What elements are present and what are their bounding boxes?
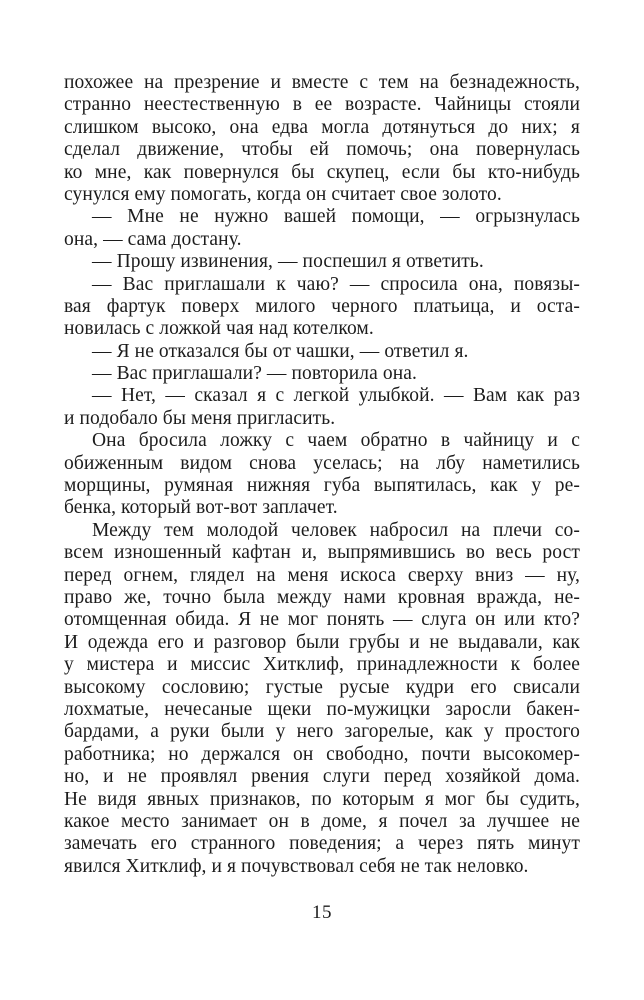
text-line: сделал движение, чтобы ей помочь; она повернулась [64, 139, 580, 161]
text-line: всем изношенный кафтан и, выпрямившись во весь рост [64, 542, 580, 564]
text-line: ко мне, как повернулся бы скупец, если бы кто-нибудь [64, 161, 580, 183]
text-line: у мистера и миссис Хитклиф, принадлежности к более [64, 654, 580, 676]
text-line: новилась с ложкой чая над котелком. [64, 318, 374, 340]
page-text [64, 72, 580, 878]
text-line: — Прошу извинения, — поспешил я ответить. [92, 251, 484, 273]
text-line: — Вас приглашали к чаю? — спросила она, повязы- [92, 273, 580, 295]
text-line: обиженным видом снова уселась; на лбу наметились [64, 452, 580, 474]
text-line: слишком высоко, она едва могла дотянуться до них; я [64, 116, 580, 138]
text-line: она, — сама достану. [64, 228, 242, 250]
text-line: высокому сословию; густые русые кудри его свисали [64, 676, 580, 698]
text-line: бенка, который вот-вот заплачет. [64, 497, 338, 519]
text-line: Она бросила ложку с чаем обратно в чайницу и с [92, 430, 580, 452]
text-line: морщины, румяная нижняя губа выпятилась, как у ре- [64, 475, 580, 497]
text-line: — Вас приглашали? — повторила она. [92, 363, 417, 385]
text-line: — Нет, — сказал я с легкой улыбкой. — Вам как раз [92, 385, 580, 407]
text-line: работника; но держался он свободно, почти высокомер- [64, 743, 580, 765]
text-line: — Я не отказался бы от чашки, — ответил я. [92, 340, 469, 362]
text-line: Между тем молодой человек набросил на плечи со- [92, 519, 580, 541]
text-line: похожее на презрение и вместе с тем на безнадежность, [64, 72, 580, 93]
text-line: странно неестественную в ее возрасте. Чайницы стояли [64, 94, 580, 116]
text-line: сунулся ему помогать, когда он считает свое золото. [64, 183, 502, 205]
text-line: лохматые, нечесаные щеки по-мужицки заросли бакен- [64, 698, 580, 720]
text-line: замечать его странного поведения; а через пять минут [64, 833, 580, 855]
text-line: право же, точно была между нами кровная вражда, не- [64, 586, 580, 608]
text-line: — Мне не нужно вашей помощи, — огрызнулась [92, 206, 580, 228]
text-line: Не видя явных признаков, по которым я мог бы судить, [64, 788, 580, 810]
text-line: вая фартук поверх милого черного платьица, и оста- [64, 295, 580, 317]
text-line: явился Хитклиф, и я почувствовал себя не так неловко. [64, 855, 529, 877]
text-line: и подобало бы меня пригласить. [64, 407, 336, 429]
text-line: бардами, а руки были у него загорелые, как у простого [64, 721, 580, 743]
text-line: но, и не проявлял рвения слуги перед хозяйкой дома. [64, 766, 580, 788]
page-number: 15 [312, 902, 332, 923]
text-line: отомщенная обида. Я не мог понять — слуга он или кто? [64, 609, 580, 631]
text-line: И одежда его и разговор были грубы и не выдавали, как [64, 631, 580, 653]
text-line: перед огнем, глядел на меня искоса сверху вниз — ну, [64, 564, 580, 586]
text-line: какое место занимает он в доме, я почел за лучшее не [64, 810, 580, 832]
